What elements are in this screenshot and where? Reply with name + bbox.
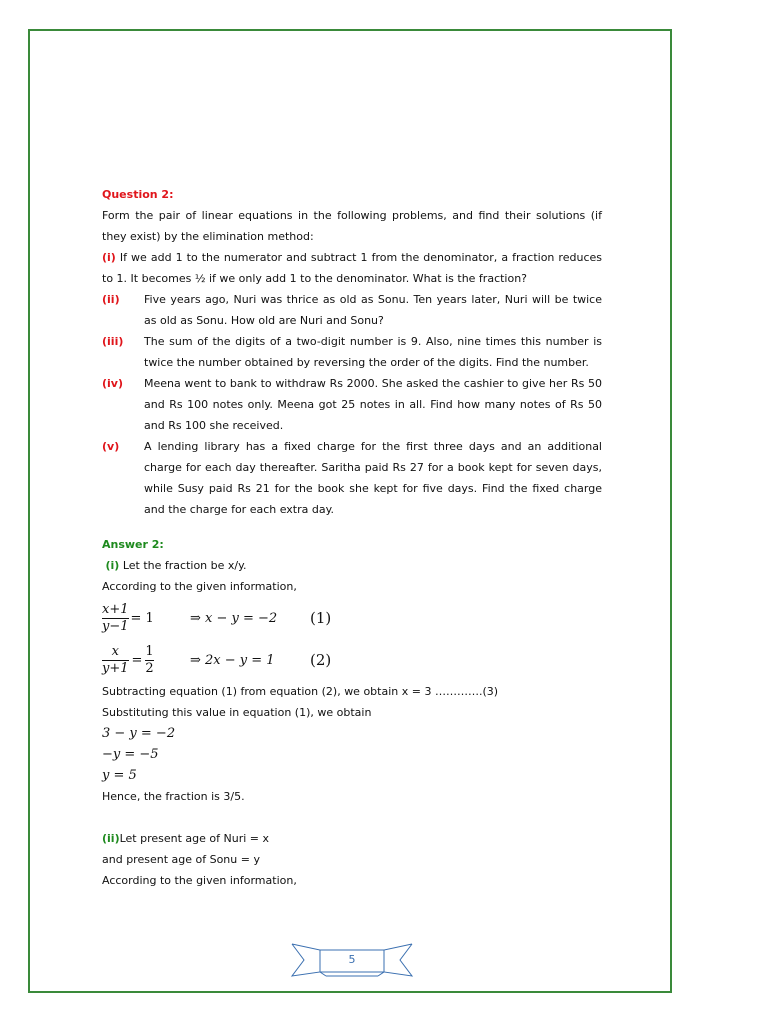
part-ii-tag: (ii): [102, 293, 120, 306]
eq1-rhs: = 1: [130, 610, 154, 626]
page-number: 5: [348, 953, 356, 966]
document-body: [102, 184, 602, 891]
part-v-text: A lending library has a fixed charge for the first three days and an additional charge for each day thereafter. Saritha paid Rs 27 for a book kept for seven days, while Susy paid Rs 21 for the book she kept for five days. Find the fixed charge and the charge for each extra day.: [144, 440, 602, 516]
eq2-denominator: y+1: [102, 660, 129, 676]
eq2-fraction: [102, 644, 129, 677]
part-iii-tag: (iii): [102, 335, 124, 348]
question-part-iii: [102, 331, 602, 373]
answer-ii-text: Let present age of Nuri = x: [119, 832, 270, 845]
eq1-numerator: x+1: [102, 601, 129, 617]
eq2-implies: ⇒ 2x − y = 1: [190, 652, 275, 668]
part-ii-text: Five years ago, Nuri was thrice as old as Sonu. Ten years later, Nuri will be twice as old as Sonu. How old are Nuri and Sonu?: [144, 293, 602, 327]
equation-2: $\frac{x}{y+1}$ = $\frac{1}{2}$ ⇒ 2x − y = 1 (2): [102, 643, 332, 676]
eq1-denominator: y−1: [102, 618, 129, 634]
answer-part-i: [102, 555, 602, 576]
step-2: −y = −5: [102, 747, 159, 762]
question-part-v: [102, 436, 602, 520]
part-iv-tag: (iv): [102, 377, 123, 390]
part-v-tag: (v): [102, 440, 120, 453]
question-part-i: [102, 247, 602, 289]
eq2-rhs-numerator: 1: [145, 643, 154, 659]
question-intro: Form the pair of linear equations in the following problems, and find their solutions (if they exist) by the elimination method:: [102, 209, 602, 243]
eq2-rhs-fraction: [145, 644, 153, 677]
according2-text: According to the given information,: [102, 874, 297, 887]
answer-ii-tag: (ii): [102, 832, 120, 845]
eq1-implies: ⇒ x − y = −2: [190, 610, 278, 626]
part-iii-text: The sum of the digits of a two-digit number is 9. Also, nine times this number is twice the number obtained by reversing the order of the digits. Find the number.: [144, 335, 602, 369]
eq2-label: (2): [310, 650, 332, 669]
part-i-tag: (i): [102, 251, 116, 264]
step-3: y = 5: [102, 768, 137, 783]
equation-1: [102, 597, 602, 639]
part-i-text: If we add 1 to the numerator and subtract 1 from the denominator, a fraction reduces to 1. It becomes ½ if we only add 1 to the denominator. What is the fraction?: [102, 251, 602, 285]
step-1: 3 − y = −2: [102, 726, 176, 741]
eq2-rhs-denominator: 2: [145, 660, 154, 676]
answer-i-tag: (i): [105, 559, 120, 572]
question-part-ii: [102, 289, 602, 331]
subtracting-text: Subtracting equation (1) from equation (2), we obtain x = 3 ………….(3): [102, 685, 499, 698]
hence-text: Hence, the fraction is 3/5.: [102, 790, 245, 803]
sonu-text: and present age of Sonu = y: [102, 853, 260, 866]
substituting-text: Substituting this value in equation (1), we obtain: [102, 706, 372, 719]
question-heading: Question 2:: [102, 188, 174, 201]
answer-part-ii: [102, 828, 602, 849]
answer-i-text: Let the fraction be x/y.: [122, 559, 247, 572]
answer-heading: Answer 2:: [102, 538, 164, 551]
according-text: According to the given information,: [102, 580, 297, 593]
eq2-numerator: x: [111, 643, 119, 659]
eq1-fraction: [102, 602, 129, 635]
part-iv-text: Meena went to bank to withdraw Rs 2000. She asked the cashier to give her Rs 50 and Rs 100 notes only. Meena got 25 notes in all. Find how many notes of Rs 50 and Rs 100 she received.: [144, 377, 602, 432]
eq1-label: (1): [310, 608, 332, 627]
question-part-iv: [102, 373, 602, 436]
page-footer: [290, 942, 414, 978]
